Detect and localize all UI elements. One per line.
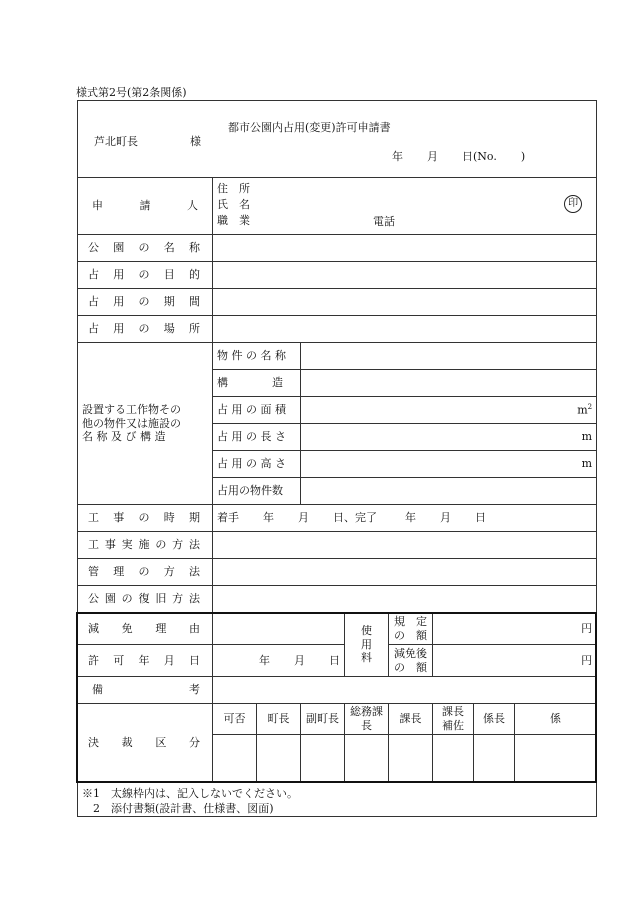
- approval-header-subsection-chief: 係長: [474, 704, 515, 735]
- addressee-honorific: 様: [190, 135, 201, 148]
- structure-label: 設置する工作物その 他の物件又は施設の 名 称 及 び 構 造: [78, 343, 213, 505]
- restoration-method-field[interactable]: [213, 586, 597, 613]
- place-label: 占 用 の 場 所: [78, 316, 213, 343]
- area-unit-sup: 2: [587, 402, 593, 411]
- approval-header-deputy-mayor: 副町長: [301, 704, 345, 735]
- applicant-label: 申 請 人: [78, 178, 213, 235]
- approval-cell-staff[interactable]: [515, 735, 597, 782]
- name-label: 氏 名: [217, 198, 250, 211]
- yen-unit: 円: [581, 621, 593, 635]
- length-unit: m: [581, 430, 593, 444]
- restoration-method-label: 公 園 の 復 旧 方 法: [78, 586, 213, 613]
- purpose-label: 占 用 の 目 的: [78, 262, 213, 289]
- height-unit: m: [581, 457, 593, 471]
- approval-header-section-chief: 課長: [389, 704, 433, 735]
- approval-cell-mayor[interactable]: [257, 735, 301, 782]
- address-label: 住 所: [217, 182, 250, 195]
- area-field[interactable]: [301, 397, 597, 424]
- applicant-field[interactable]: [213, 178, 597, 235]
- length-field[interactable]: [301, 424, 597, 451]
- remarks-field[interactable]: [213, 677, 597, 704]
- approval-header-general-affairs: 総務課長: [345, 704, 389, 735]
- date-line: 年 月 日(No. ): [392, 150, 526, 163]
- approval-header-mayor: 町長: [257, 704, 301, 735]
- form-number-label: 様式第2号(第2条関係): [76, 86, 187, 99]
- area-label: 占 用 の 面 積: [213, 397, 301, 424]
- purpose-field[interactable]: [213, 262, 597, 289]
- seal-mark: 印: [564, 195, 582, 213]
- note-1: ※1 太線枠内は、記入しないでください。: [82, 786, 298, 800]
- item-count-field[interactable]: [301, 478, 597, 505]
- length-label: 占 用 の 長 さ: [213, 424, 301, 451]
- management-method-label: 管 理 の 方 法: [78, 559, 213, 586]
- permit-date-label: 許 可 年 月 日: [78, 645, 213, 677]
- height-label: 占 用 の 高 さ: [213, 451, 301, 478]
- form-title: 都市公園内占用(変更)許可申請書: [228, 121, 391, 134]
- approval-cell-section-chief[interactable]: [389, 735, 433, 782]
- place-field[interactable]: [213, 316, 597, 343]
- construction-timing-label: 工 事 の 時 期: [78, 505, 213, 532]
- approval-header-staff: 係: [515, 704, 597, 735]
- addressee: 芦北町長: [94, 135, 138, 148]
- item-count-label: 占用の物件数: [213, 478, 301, 505]
- construction-timing-field[interactable]: 着手 年 月 日、完了 年 月 日: [213, 505, 597, 532]
- form-header: [78, 101, 597, 178]
- reduction-reason-field[interactable]: [213, 613, 345, 645]
- approval-cell-kahi[interactable]: [213, 735, 257, 782]
- reduced-amount-field[interactable]: [433, 645, 597, 677]
- tel-label: 電話: [373, 215, 395, 228]
- approval-cell-deputy-mayor[interactable]: [301, 735, 345, 782]
- height-field[interactable]: [301, 451, 597, 478]
- usage-fee-label: 使 用 料: [345, 613, 389, 677]
- park-name-field[interactable]: [213, 235, 597, 262]
- reduced-amount-label: 減免後 の 額: [389, 645, 433, 677]
- construction-method-label: 工 事 実 施 の 方 法: [78, 532, 213, 559]
- period-label: 占 用 の 期 間: [78, 289, 213, 316]
- application-form-table: [77, 100, 597, 782]
- construction-type-field[interactable]: [301, 370, 597, 397]
- approval-cell-general-affairs[interactable]: [345, 735, 389, 782]
- approval-cell-subsection-chief[interactable]: [474, 735, 515, 782]
- reduction-reason-label: 減 免 理 由: [78, 613, 213, 645]
- prescribed-amount-label: 規 定 の 額: [389, 613, 433, 645]
- area-unit: m: [577, 403, 588, 417]
- approval-cell-assistant-chief[interactable]: [433, 735, 474, 782]
- construction-method-field[interactable]: [213, 532, 597, 559]
- occupation-label: 職 業: [217, 214, 250, 227]
- item-name-field[interactable]: [301, 343, 597, 370]
- prescribed-amount-field[interactable]: [433, 613, 597, 645]
- period-field[interactable]: [213, 289, 597, 316]
- yen-unit: 円: [581, 653, 593, 667]
- approval-header-assistant-chief: 課長補佐: [433, 704, 474, 735]
- notes-box: [77, 783, 597, 817]
- construction-type-label: 構 造: [213, 370, 301, 397]
- remarks-label: 備 考: [78, 677, 213, 704]
- note-2: 2 添付書類(設計書、仕様書、図面): [82, 801, 274, 815]
- management-method-field[interactable]: [213, 559, 597, 586]
- item-name-label: 物 件 の 名 称: [213, 343, 301, 370]
- park-name-label: 公 園 の 名 称: [78, 235, 213, 262]
- decision-label: 決 裁 区 分: [78, 704, 213, 782]
- permit-date-field[interactable]: 年 月 日: [213, 645, 345, 677]
- approval-header-kahi: 可否: [213, 704, 257, 735]
